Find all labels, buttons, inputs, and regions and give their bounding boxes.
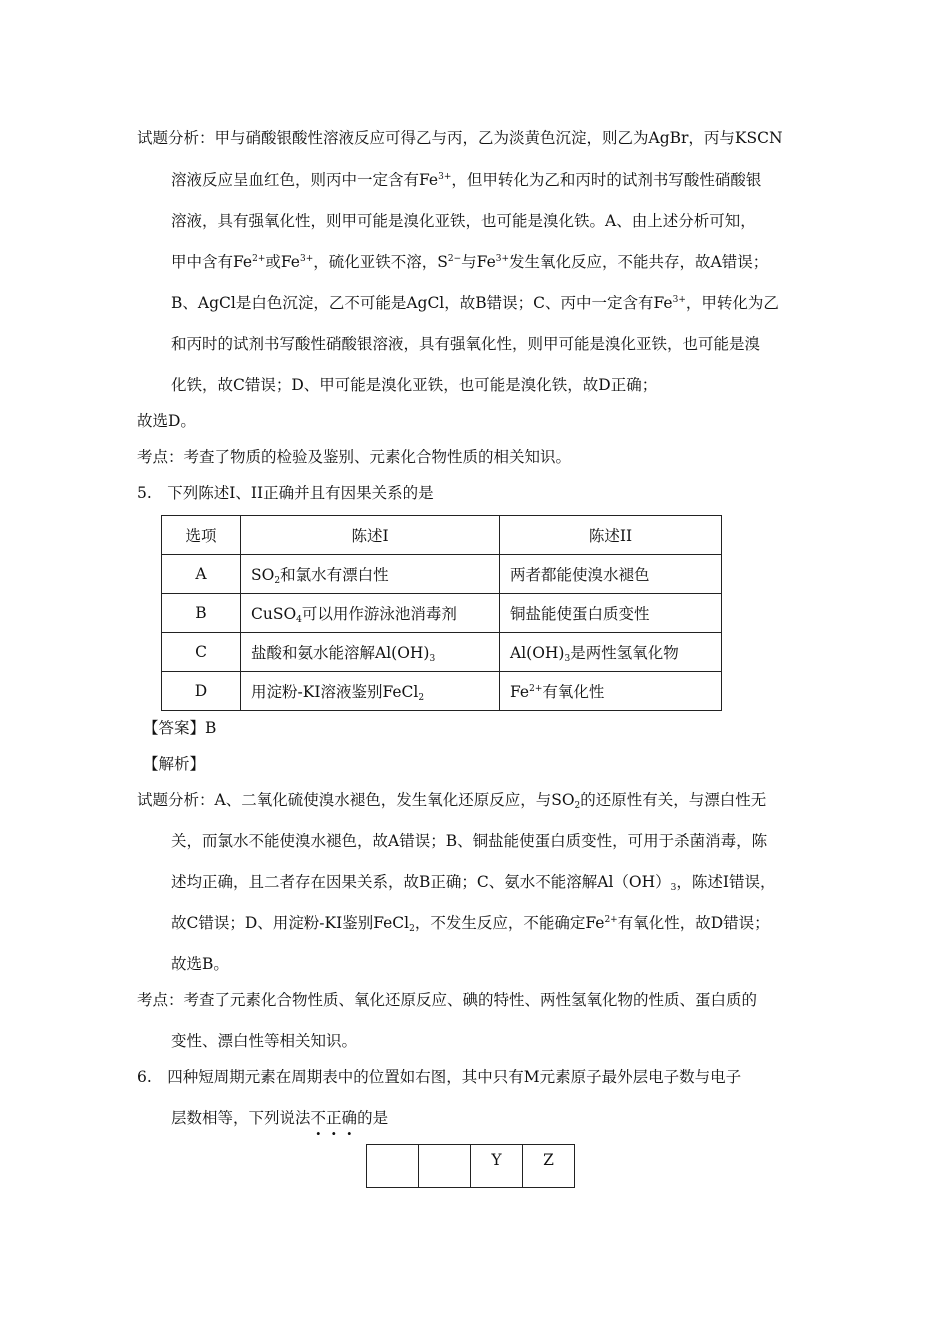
statement-1: 盐酸和氨水能溶解$Al(OH)_3$ (241, 633, 500, 672)
q4-analysis-line: 溶液，具有强氧化性，则甲可能是溴化亚铁，也可能是溴化铁。A、由上述分析可知， (171, 212, 756, 230)
table-row (162, 633, 722, 672)
statement-2: 铜盐能使蛋白质变性 (500, 594, 722, 633)
q4-kaodian: 考点：考查了物质的检验及鉴别、元素化合物性质的相关知识。 (137, 448, 572, 466)
table-header-row (162, 516, 722, 555)
emphasis-char: 正 (326, 1109, 342, 1127)
statement-2: 两者都能使溴水褪色 (500, 555, 722, 594)
q4-analysis-line: 和丙时的试剂书写酸性硝酸银溶液，具有强氧化性，则甲可能是溴化亚铁，也可能是溴 (171, 335, 761, 353)
statement-2: $Fe^{2+}$有氧化性 (500, 672, 722, 711)
q5-analysis-line: 述均正确，且二者存在因果关系，故B正确；C、氨水不能溶解$Al(OH)_3$，陈述Ⅰ错误， (171, 873, 776, 893)
table-row (367, 1145, 575, 1188)
q5-analysis-line: 试题分析：A、二氧化硫使溴水褪色，发生氧化还原反应，与$SO_2$的还原性有关，与漂白性无 (137, 791, 767, 811)
q4-analysis-line: B、AgCl是白色沉淀，乙不可能是AgCl，故B错误；C、丙中一定含有$Fe^{3+}$，甲转化为乙 (171, 294, 779, 312)
header-statement-2: 陈述II (500, 516, 722, 555)
periodic-table-fragment (366, 1144, 575, 1188)
element-cell (419, 1145, 471, 1188)
table-row (162, 672, 722, 711)
emphasis-char: 确 (341, 1109, 358, 1127)
q4-analysis-line: 溶液反应呈血红色，则丙中一定含有$Fe^{3+}$，但甲转化为乙和丙时的试剂书写酸性硝酸银 (171, 171, 762, 189)
q5-analysis-line: 关，而氯水不能使溴水褪色，故A错误；B、铜盐能使蛋白质变性，可用于杀菌消毒，陈 (171, 832, 768, 850)
header-statement-1: 陈述Ⅰ (241, 516, 500, 555)
option-label: D (162, 672, 241, 711)
q5-analysis-line: 故C错误；D、用淀粉-KI鉴别FeCl$_2$，不发生反应，不能确定$Fe^{2+}$有氧化性，故D错误； (171, 914, 770, 934)
q4-analysis-line: 甲中含有$Fe^{2+}$或$Fe^{3+}$，硫化亚铁不溶，$S^{2-}$与$Fe^{3+}$发生氧化反应，不能共存，故A错误； (171, 253, 769, 271)
q5-stem: 5. 下列陈述Ⅰ、II正确并且有因果关系的是 (137, 484, 434, 502)
q6-stem: 6. 四种短周期元素在周期表中的位置如右图，其中只有M元素原子最外层电子数与电子 (137, 1068, 742, 1086)
emphasis-char: 不 (310, 1109, 327, 1127)
q5-kaodian: 考点：考查了元素化合物性质、氧化还原反应、碘的特性、两性氢氧化物的性质、蛋白质的 (137, 991, 758, 1009)
option-label: B (162, 594, 241, 633)
q4-analysis-intro: 试题分析：甲与硝酸银酸性溶液反应可得乙与丙，乙为淡黄色沉淀，则乙为AgBr，丙与KSCN (137, 129, 783, 147)
statement-1: CuSO$_4$可以用作游泳池消毒剂 (241, 594, 500, 633)
element-cell (367, 1145, 419, 1188)
element-cell-y: Y (471, 1145, 523, 1188)
statement-2: $Al(OH)_3$是两性氢氧化物 (500, 633, 722, 672)
q6-stem-cont: 层数相等，下列说法不正确的是 (171, 1109, 389, 1127)
q5-choice: 故选B。 (171, 955, 229, 973)
option-label: A (162, 555, 241, 594)
statement-1: 用淀粉-KI溶液鉴别FeCl$_2$ (241, 672, 500, 711)
q4-choice: 故选D。 (137, 412, 196, 430)
q5-jiexi-heading: 【解析】 (143, 755, 206, 773)
table-row (162, 555, 722, 594)
statement-1: $SO_2$和氯水有漂白性 (241, 555, 500, 594)
table-row (162, 594, 722, 633)
element-cell-z: Z (523, 1145, 575, 1188)
q5-kaodian-cont: 变性、漂白性等相关知识。 (171, 1032, 358, 1050)
q5-options-table (161, 515, 722, 711)
q5-answer: 【答案】B (143, 719, 217, 737)
header-option: 选项 (162, 516, 241, 555)
q4-analysis-line: 化铁，故C错误；D、甲可能是溴化亚铁，也可能是溴化铁，故D正确； (171, 376, 658, 394)
option-label: C (162, 633, 241, 672)
